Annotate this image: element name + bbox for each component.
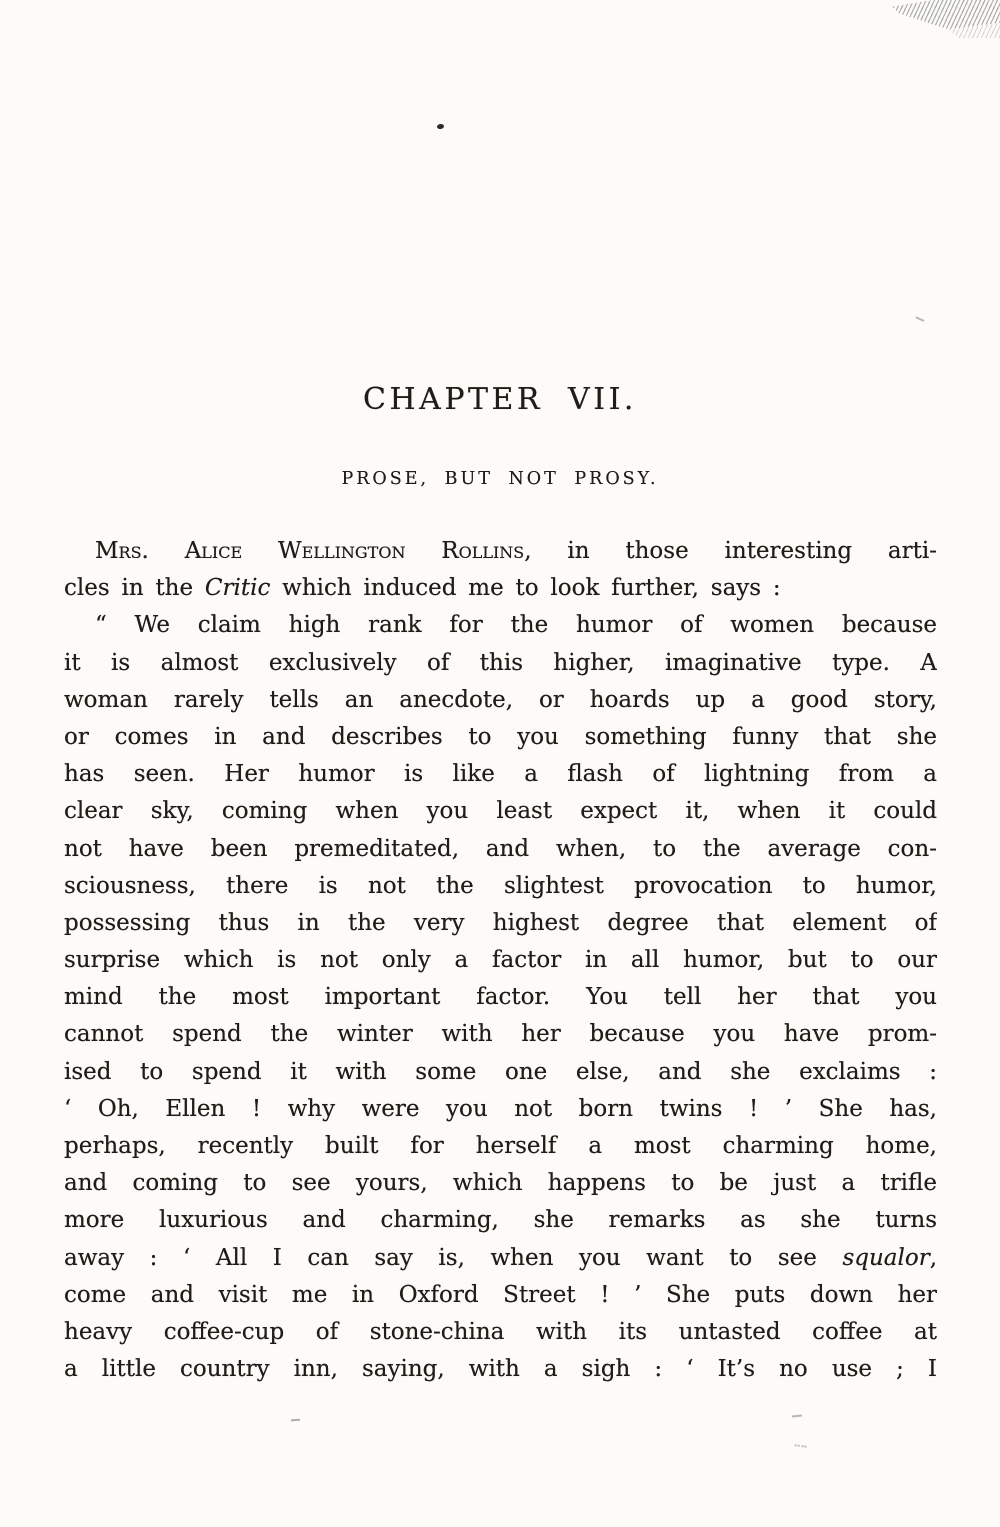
italic-run: Critic xyxy=(204,575,271,602)
text-line xyxy=(64,1128,937,1165)
text-line xyxy=(64,942,937,979)
plain-run: a little country inn, saying, with a sigh : ‘ It’s no use ; I xyxy=(64,1356,937,1383)
text-line xyxy=(64,905,937,942)
text-line xyxy=(64,1016,937,1053)
plain-run: , xyxy=(929,1244,937,1271)
plain-run: surprise which is not only a factor in all humor, but to our xyxy=(64,947,937,974)
text-line xyxy=(64,682,937,719)
plain-run: not have been premeditated, and when, to the average con- xyxy=(64,835,937,862)
text-line xyxy=(64,793,937,830)
text-line xyxy=(64,1314,937,1351)
scan-speck xyxy=(915,316,925,323)
plain-run: more luxurious and charming, she remarks as she turns xyxy=(64,1207,937,1234)
plain-run: ‘ Oh, Ellen ! why were you not born twins ! ’ She has, xyxy=(64,1095,937,1122)
text-line xyxy=(64,645,937,682)
text-line xyxy=(64,868,937,905)
text-line xyxy=(64,607,937,644)
text-line xyxy=(64,570,937,607)
smallcaps-run: Mrs. Alice Wellington Rollins xyxy=(95,538,525,564)
plain-run: , in those interesting arti- xyxy=(524,538,937,564)
text-line xyxy=(64,1240,937,1277)
italic-run: squalor xyxy=(842,1244,930,1271)
plain-run: ised to spend it with some one else, and she exclaims : xyxy=(64,1058,937,1085)
body-text xyxy=(64,533,937,1388)
plain-run: has seen. Her humor is like a flash of lightning from a xyxy=(64,761,937,788)
plain-run: and coming to see yours, which happens to be just a trifle xyxy=(64,1170,937,1197)
text-line xyxy=(64,1202,937,1239)
text-line xyxy=(64,1054,937,1091)
plain-run: sciousness, there is not the slightest provocation to humor, xyxy=(64,872,937,899)
chapter-title: CHAPTER VII. xyxy=(363,382,637,417)
plain-run: perhaps, recently built for herself a most charming home, xyxy=(64,1133,937,1159)
printers-dot xyxy=(437,124,445,130)
plain-run: or comes in and describes to you something funny that she xyxy=(64,723,937,750)
plain-run: away : ‘ All I can say is, when you want to see xyxy=(64,1244,843,1271)
plain-run: which induced me to look further, says : xyxy=(270,575,781,602)
plain-run: mind the most important factor. You tell her that you xyxy=(64,984,937,1011)
plain-run: cannot spend the winter with her because you have prom- xyxy=(64,1021,937,1048)
plain-run: possessing thus in the very highest degree that element of xyxy=(64,909,937,936)
text-line xyxy=(64,1277,937,1314)
text-line xyxy=(64,1165,937,1202)
plain-run: woman rarely tells an anecdote, or hoards up a good story, xyxy=(64,686,937,713)
plain-run: “ We claim high rank for the humor of women because xyxy=(95,612,937,639)
text-line xyxy=(64,719,937,756)
plain-run: it is almost exclusively of this higher, imaginative type. A xyxy=(64,649,937,676)
text-line xyxy=(64,1091,937,1128)
plain-run: cles in the xyxy=(64,575,205,602)
scan-speck xyxy=(291,1419,300,1423)
text-line xyxy=(64,756,937,793)
chapter-subtitle: PROSE, BUT NOT PROSY. xyxy=(341,469,659,489)
text-line xyxy=(64,979,937,1016)
plain-run: clear sky, coming when you least expect it, when it could xyxy=(64,798,937,825)
text-line xyxy=(64,533,937,570)
scan-speck xyxy=(792,1414,802,1418)
text-line xyxy=(64,1351,937,1388)
scan-speck xyxy=(795,1439,808,1448)
text-line xyxy=(64,831,937,868)
plain-run: heavy coffee-cup of stone-china with its untasted coffee at xyxy=(64,1318,937,1345)
plain-run: come and visit me in Oxford Street ! ’ She puts down her xyxy=(64,1281,937,1308)
